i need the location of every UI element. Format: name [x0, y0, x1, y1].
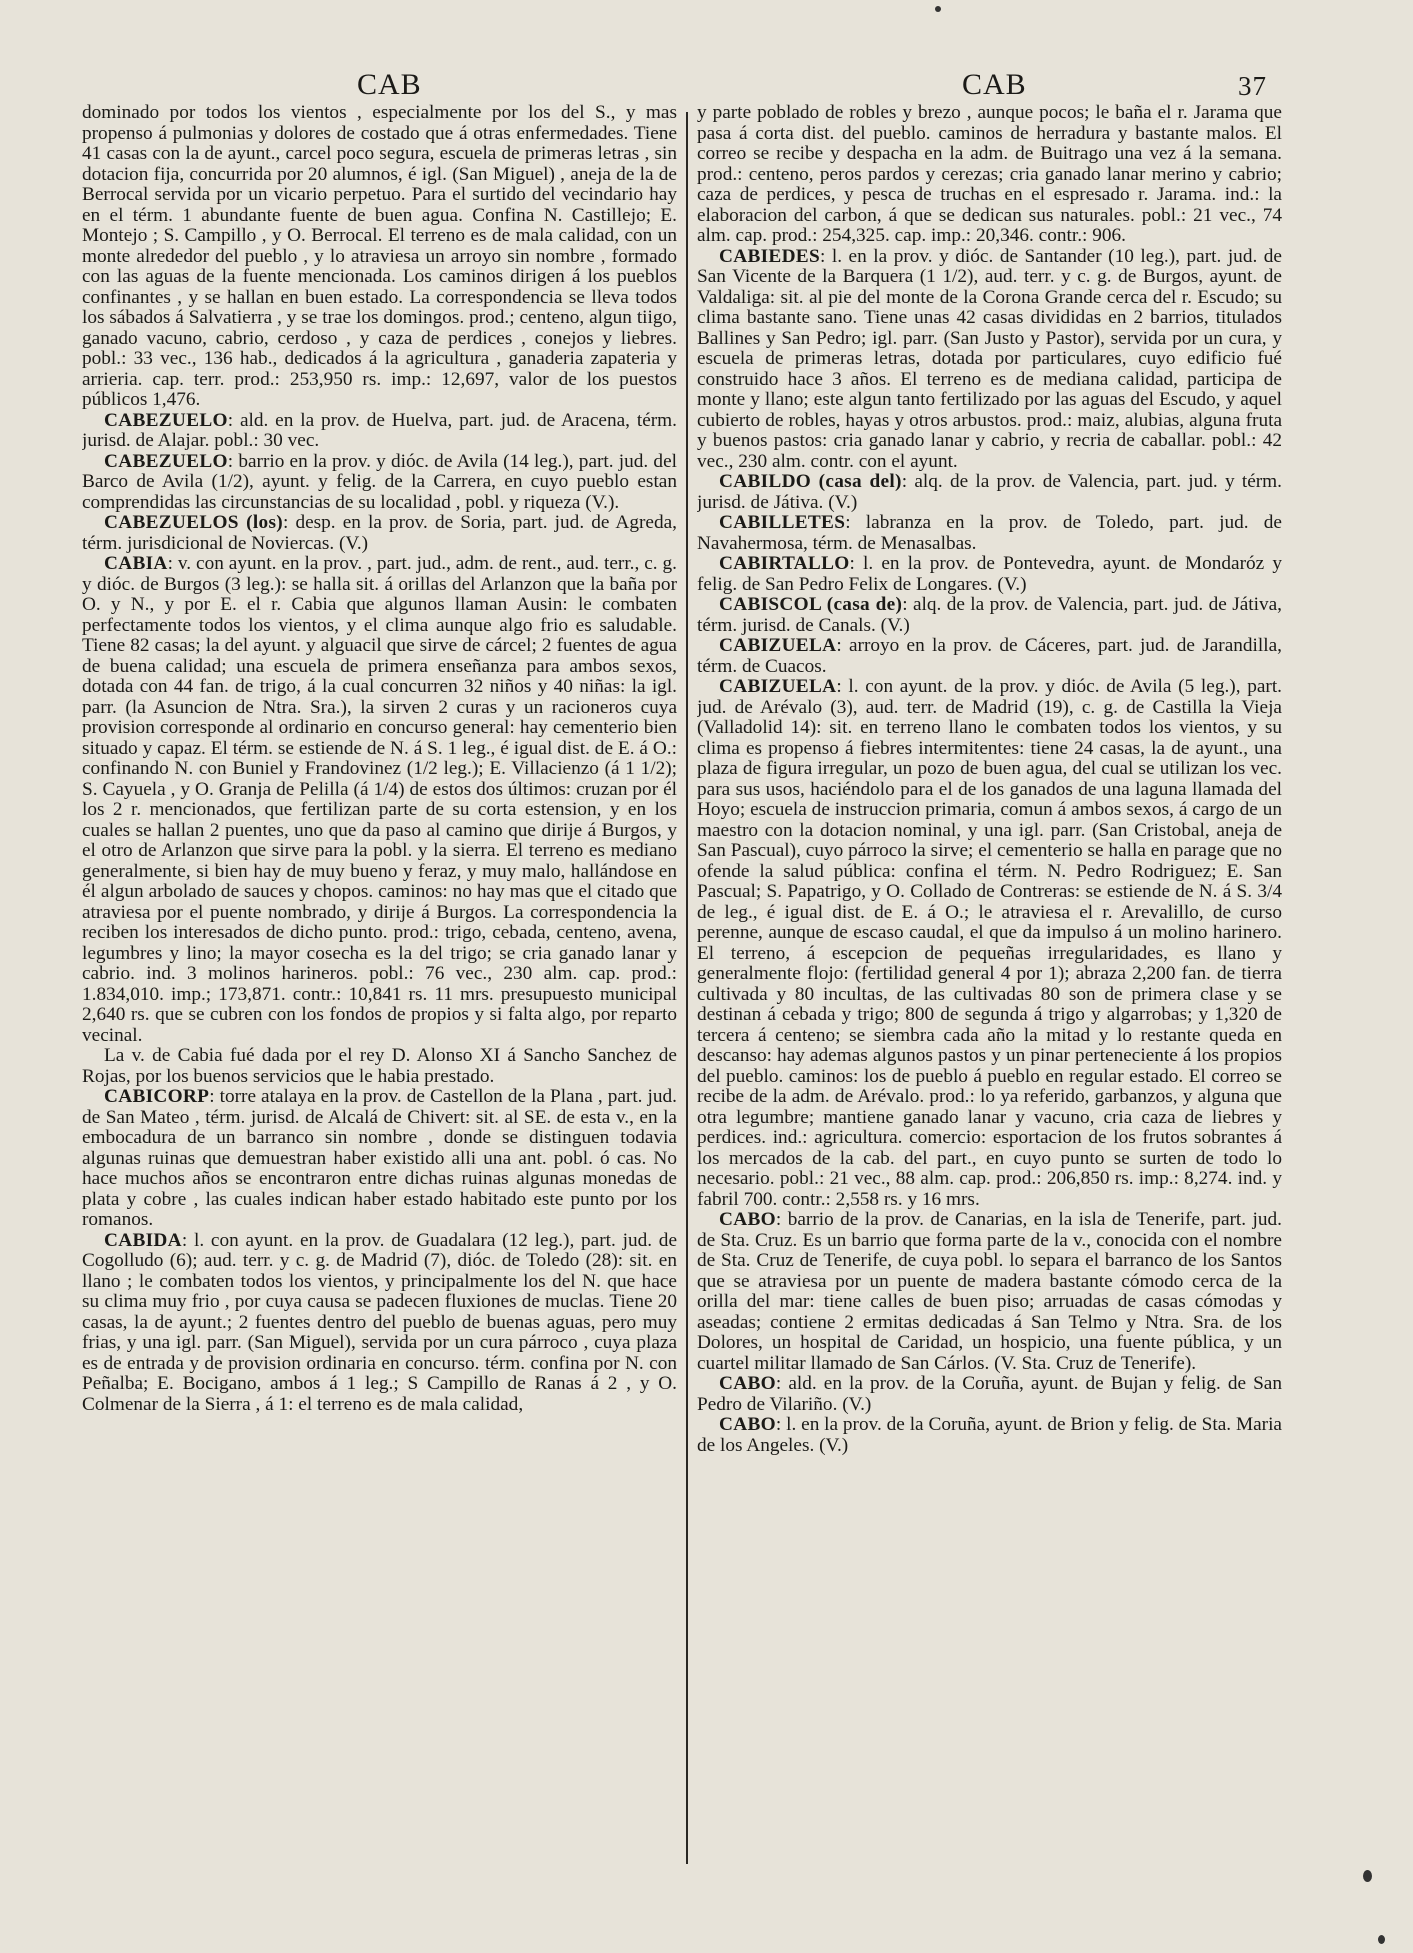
entry-headword: CABIEDES — [719, 245, 820, 267]
entry-continuation-right: y parte poblado de robles y brezo , aunque pocos; le baña el r. Jarama que pasa á corta dist. del pueblo. caminos de herradura y bastante malos. El correo se recibe y despacha en la adm. de Buitrago una vez á la semana. prod.: centeno, peros pardos y cerezas; cria ganado lanar merino y cabrio; caza de perdices, y pesca de truchas en el espresado r. Jarama. ind.: la elaboracion del carbon, á que se dedican sus naturales. pobl.: 21 vec., 74 alm. cap. prod.: 254,325. cap. imp.: 20,346. contr.: 906. — [697, 103, 1282, 246]
column-rule — [686, 112, 688, 1864]
entry-cabicorp: CABICORP: torre atalaya en la prov. de Castellon de la Plana , part. jud. de San Mateo , térm. jurisd. de Alcalá de Chivert: sit. al SE. de esta v., en la embocadura de un barranco sin nombre , donde se distinguen todavia algunas ruinas que demuestran haber existido alli una ant. pobl. ó cas. No hace muchos años se encontraron entre dichas ruinas algunas monedas de plata y cobre , las cuales indican haber estado habitado este punto por los romanos. — [82, 1086, 677, 1230]
entry-cabiscol: CABISCOL (casa de): alq. de la prov. de Valencia, part. jud. de Játiva, térm. jurisd. de Canals. (V.) — [697, 594, 1282, 636]
entry-headword: CABO — [719, 1414, 776, 1435]
left-column — [82, 103, 677, 1933]
entry-headword: CABEZUELO — [104, 409, 228, 431]
page-number: 37 — [1238, 71, 1267, 101]
entry-cabizuela-arroyo: CABIZUELA: arroyo en la prov. de Cáceres, part. jud. de Jarandilla, térm. de Cuacos. — [697, 635, 1282, 677]
entry-headword: CABO — [719, 1373, 776, 1394]
entry-cabezuelos: CABEZUELOS (los): desp. en la prov. de Soria, part. jud. de Agreda, térm. jurisdicional de Noviercas. (V.) — [82, 512, 677, 554]
entry-headword: CABIZUELA — [719, 635, 837, 656]
entry-headword: CABILDO (casa del) — [719, 471, 902, 492]
entry-cabizuela: CABIZUELA: l. con ayunt. de la prov. y dióc. de Avila (5 leg.), part. jud. de Arévalo (3), aud. terr. de Madrid (19), c. g. de Castilla la Vieja (Valladolid 14): sit. en terreno llano le combaten todos los vientos, y su clima es propenso á fiebres intermitentes: tiene 24 casas, la de ayunt., una plaza de figura irregular, un pozo de buen agua, del cual se utilizan los vec. para sus usos, haciéndolo para el de los ganados de una laguna llamada del Hoyo; escuela de instruccion primaria, comun á ambos sexos, á cargo de un maestro con la dotacion nominal, y una igl. parr. (San Cristobal, aneja de San Pascual), cuyo párroco la sirve; el cementerio se halla en parage que no ofende la salud pública: confina el térm. N. Pedro Rodriguez; E. San Pascual; S. Papatrigo, y O. Collado de Contreras: se estiende de N. á S. 3/4 de leg., é igual dist. de E. á O.; le atraviesa el r. Arevalillo, de curso perenne, aunque de escaso caudal, el que da impulso á un molino harinero. El terreno, á escepcion de pequeñas irregularidades, es llano y generalmente flojo: (fertilidad general 4 por 1); abraza 2,200 fan. de tierra cultivada y 80 incultas, de las cultivadas 80 son de primera clase y se destinan á cebada y trigo; 800 de segunda á trigo y algarrobas; y 1,320 de tercera á centeno; se siembra cada año la mitad y lo restante queda en descanso: hay ademas algunos pastos y un pinar perteneciente á los propios del pueblo. caminos: los de pueblo á pueblo en regular estado. El correo se recibe de la adm. de Arévalo. prod.: lo ya referido, garbanzos, y alguna que otra legumbre; mantiene ganado lanar y vacuno, cria caza de liebres y perdices. ind.: agricultura. comercio: esportacion de los frutos sobrantes á los mercados de la cab. del part., en cuyo punto se surten de todo lo necesario. pobl.: 21 vec., 88 alm. cap. prod.: 206,850 rs. imp.: 8,274. ind. y fabril 700. contr.: 2,558 rs. y 16 mrs. — [697, 676, 1282, 1210]
entry-headword: CABILLETES — [719, 512, 846, 533]
ink-speck — [1363, 1870, 1372, 1882]
right-column — [697, 103, 1282, 1933]
entry-headword: CABO — [719, 1209, 776, 1230]
ink-speck — [1378, 1935, 1385, 1944]
entry-headword: CABEZUELOS (los) — [104, 512, 284, 533]
entry-headword: CABEZUELO — [104, 450, 228, 472]
running-head-left: CAB — [357, 68, 422, 101]
entry-cabezuelo-huelva: CABEZUELO: ald. en la prov. de Huelva, part. jud. de Aracena, térm. jurisd. de Alajar. pobl.: 30 vec. — [82, 409, 677, 451]
entry-headword: CABIDA — [104, 1229, 182, 1251]
entry-headword: CABIA — [104, 553, 168, 574]
entry-cabo-canarias: CABO: barrio de la prov. de Canarias, en la isla de Tenerife, part. jud. de Sta. Cruz. Es un barrio que forma parte de la v., conocida con el nombre de Sta. Cruz de Tenerife, de cuya pobl. lo separa el barranco de los Santos que se atraviesa por un puente de madera bastante cómodo cerca de la orilla del mar: tiene calles de buen piso; arruadas de casas cómodas y aseadas; contiene 2 ermitas dedicadas á San Telmo y Ntra. Sra. de los Dolores, un hospital de Caridad, un hospicio, una fuente pública, y un cuartel militar llamado de San Cárlos. (V. Sta. Cruz de Tenerife). — [697, 1209, 1282, 1374]
entry-cabo-bujan: CABO: ald. en la prov. de la Coruña, ayunt. de Bujan y felig. de San Pedro de Vilariño. (V.) — [697, 1373, 1282, 1415]
entry-continuation: dominado por todos los vientos , especialmente por los del S., y mas propenso á pulmonias y dolores de costado que á otras enfermedades. Tiene 41 casas con la de ayunt., carcel poco segura, escuela de primeras letras , sin dotacion fija, concurrida por 20 alumnos, é igl. (San Miguel) , aneja de la de Berrocal servida por un vicario perpetuo. Para el surtido del vecindario hay en el térm. 1 abundante fuente de buen agua. Confina N. Castillejo; E. Montejo ; S. Campillo , y O. Berrocal. El terreno es de mala calidad, con un monte alrededor del pueblo , y lo atraviesa un arroyo sin nombre , formado con las aguas de la fuente mencionada. Los caminos dirigen á los pueblos confinantes , y se hallan en buen estado. La correspondencia se lleva todos los sábados á Salvatierra , y se trae los domingos. prod.; centeno, algun tiigo, ganado vacuno, cabrio, cerdoso , y caza de perdices , conejos y liebres. pobl.: 33 vec., 136 hab., dedicados á la agricultura , ganaderia zapateria y arrieria. cap. terr. prod.: 253,950 rs. imp.: 12,697, valor de los puestos públicos 1,476. — [82, 103, 677, 410]
entry-cabilletes: CABILLETES: labranza en la prov. de Toledo, part. jud. de Navahermosa, térm. de Menasalbas. — [697, 512, 1282, 554]
entry-cabiedes: CABIEDES: l. en la prov. y dióc. de Santander (10 leg.), part. jud. de San Vicente de la Barquera (1 1/2), aud. terr. y c. g. de Burgos, ayunt. de Valdaliga: sit. al pie del monte de la Corona Grande cerca del r. Escudo; su clima bastante sano. Tiene unas 42 casas divididas en 2 barrios, titulados Ballines y San Pedro; igl. parr. (San Justo y Pastor), servida por un cura, y escuela de primeras letras, dotada por particulares, cuyo edificio fué construido hace 3 años. El terreno es de mediana calidad, participa de monte y llano; este algun tanto fertilizado por las aguas del Escudo, y aquel cubierto de robles, hayas y otros arbustos. prod.: maiz, alubias, alguna fruta y buenos pastos: cria ganado lanar y cabrio, y recria de caballar. pobl.: 42 vec., 230 alm. contr. con el ayunt. — [697, 245, 1282, 472]
entry-cabida: CABIDA: l. con ayunt. en la prov. de Guadalara (12 leg.), part. jud. de Cogolludo (6); aud. terr. y c. g. de Madrid (7), dióc. de Toledo (28): sit. en llano ; le combaten todos los vientos, y principalmente los del N. que hace su clima muy frio , por cuya causa se padecen fluxiones de muclas. Tiene 20 casas, la de ayunt.; 2 fuentes dentro del pueblo de buenas aguas, pero muy frias, y una igl. parr. (San Miguel), servida por un cura párroco , cuya plaza es de entrada y de provision ordinaria en concurso. térm. confina por N. con Peñalba; E. Bocigano, ambos á 1 leg.; S Campillo de Ranas á 2 , y O. Colmenar de la Sierra , á 1: el terreno es de mala calidad, — [82, 1229, 677, 1415]
entry-cabia: CABIA: v. con ayunt. en la prov. , part. jud., adm. de rent., aud. terr., c. g. y dióc. de Burgos (3 leg.): se halla sit. á orillas del Arlanzon que la baña por O. y N., y por E. el r. Cabia que algunos llaman Ausin: le combaten perfectamente todos los vientos, y el clima aunque algo frio es saludable. Tiene 82 casas; la del ayunt. y alguacil que sirve de cárcel; 2 fuentes de agua de buena calidad; una escuela de primera enseñanza para ambos sexos, dotada con 44 fan. de trigo, á la cual concurren 32 niños y 40 niñas: la igl. parr. (la Asuncion de Ntra. Sra.), la sirven 2 curas y un racioneros cuya provision corresponde al ordinario en concurso general: hay cementerio bien situado y capaz. El térm. se estiende de N. á S. 1 leg., é igual dist. de E. á O.: confinando N. con Buniel y Frandovinez (1/2 leg.); E. Villacienzo (á 1 1/2); S. Cayuela , y O. Granja de Pelilla (á 1/4) de estos dos últimos: cruzan por él los 2 r. mencionados, que fertilizan parte de su corta estension, y en los cuales se hallan 2 puentes, uno que da paso al camino que dirije á Burgos, y el otro de Arlanzon que sirve para la pobl. y la sierra. El terreno es mediano generalmente, si bien hay de muy bueno y feraz, y muy malo, hallándose en él algun arbolado de sauces y chopos. caminos: no hay mas que el citado que atraviesa por el puente nombrado, y dirije á Burgos. La correspondencia la reciben los interesados de dicho punto. prod.: trigo, cebada, centeno, avena, legumbres y lino; la mayor cosecha es la del trigo; se cria ganado lanar y cabrio. ind. 3 molinos harineros. pobl.: 76 vec., 230 alm. cap. prod.: 1.834,010. imp.; 173,871. contr.: 10,841 rs. 11 mrs. presupuesto municipal 2,640 rs. que se cubren con los fondos de propios y si falta algo, por reparto vecinal. — [82, 553, 677, 1046]
entry-cabezuelo-avila: CABEZUELO: barrio en la prov. y dióc. de Avila (14 leg.), part. jud. del Barco de Avila (1/2), ayunt. y felig. de la Carrera, en cuyo pueblo estan comprendidas las circunstancias de su localidad , pobl. y riqueza (V.). — [82, 450, 677, 513]
entry-headword: CABIRTALLO — [719, 553, 850, 574]
running-head-right: CAB — [962, 68, 1027, 101]
entry-headword: CABISCOL (casa de) — [719, 594, 903, 615]
entry-cabirtallo: CABIRTALLO: l. en la prov. de Pontevedra, ayunt. de Mondaróz y felig. de San Pedro Felix de Longares. (V.) — [697, 553, 1282, 595]
entry-headword: CABIZUELA — [719, 676, 837, 697]
entry-cabia-history: La v. de Cabia fué dada por el rey D. Alonso XI á Sancho Sanchez de Rojas, por los buenos servicios que le habia prestado. — [82, 1045, 677, 1087]
entry-cabo-brion: CABO: l. en la prov. de la Coruña, ayunt. de Brion y felig. de Sta. Maria de los Angeles. (V.) — [697, 1414, 1282, 1456]
entry-cabildo: CABILDO (casa del): alq. de la prov. de Valencia, part. jud. y térm. jurisd. de Játiva. (V.) — [697, 471, 1282, 513]
entry-headword: CABICORP — [104, 1086, 210, 1107]
ink-speck — [935, 6, 941, 12]
